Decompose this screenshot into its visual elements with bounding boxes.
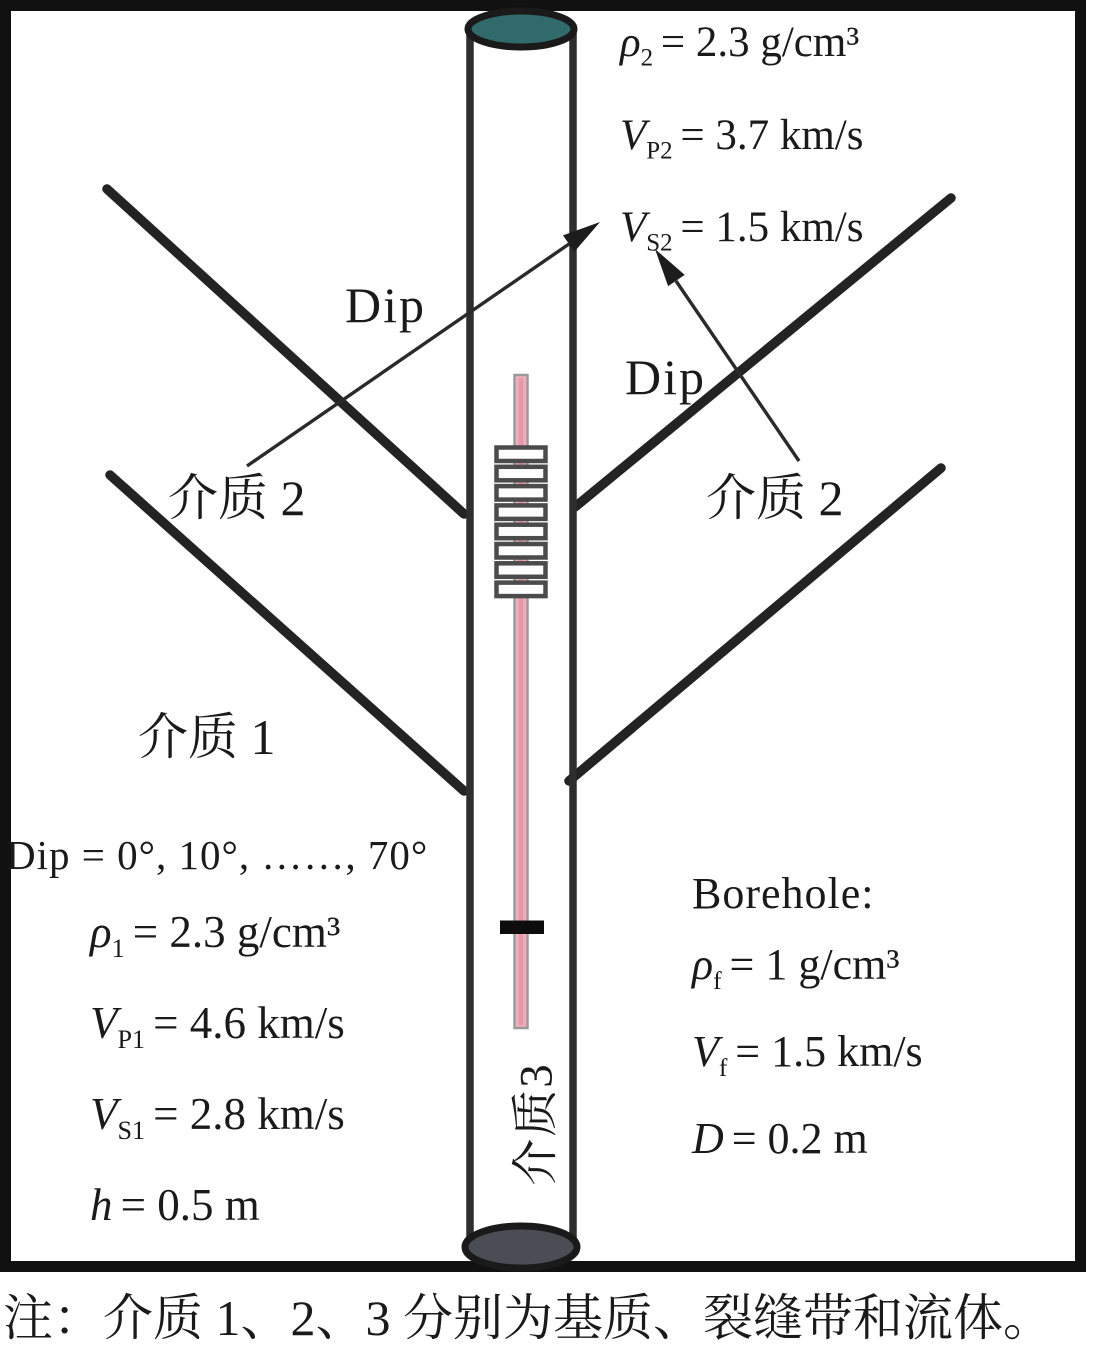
dip-label-left: Dip	[345, 277, 426, 333]
borehole-params-block	[692, 858, 923, 1189]
param-line-vp1	[90, 986, 345, 1077]
receiver-bar	[497, 486, 546, 500]
figure-footnote: 注：介质 1、2、3 分别为基质、裂缝带和流体。	[3, 1290, 1053, 1346]
param-line-rho1	[90, 895, 345, 986]
param-line-d	[692, 1103, 923, 1190]
borehole-bottom-cap	[465, 1226, 577, 1268]
param-symbol: D	[692, 1113, 724, 1163]
param-line-rho2	[620, 4, 864, 97]
param-subscript: f	[713, 965, 722, 995]
param-subscript: f	[718, 1052, 728, 1082]
param-subscript: S1	[117, 1116, 146, 1145]
param-value: = 2.3 g/cm³	[660, 19, 860, 66]
receiver-bar	[497, 525, 546, 539]
param-line-vf	[692, 1016, 923, 1103]
medium3-label: 介质3	[510, 1062, 563, 1186]
param-value: = 1.5 km/s	[680, 204, 864, 252]
param-symbol: h	[90, 1180, 113, 1230]
param-value: = 1.5 km/s	[735, 1026, 923, 1076]
param-symbol: ρ	[90, 907, 112, 957]
param-symbol: V	[692, 1026, 719, 1076]
param-symbol: V	[620, 204, 647, 252]
borehole-title: Borehole:	[692, 869, 875, 918]
param-value: = 3.7 km/s	[680, 111, 864, 159]
receiver-bar	[497, 583, 546, 597]
receiver-bar	[497, 448, 546, 462]
param-line-rhof	[692, 929, 923, 1016]
param-subscript: P2	[646, 137, 673, 165]
param-value: = 2.8 km/s	[153, 1089, 345, 1139]
param-line-vp2	[620, 97, 864, 190]
param-value: = 4.6 km/s	[153, 998, 345, 1048]
param-value: = 0.2 m	[731, 1113, 868, 1163]
param-symbol: V	[620, 111, 647, 159]
param-line-vs2	[620, 189, 864, 282]
borehole-top-cap	[468, 11, 574, 47]
medium2-label-right: 介质 2	[706, 470, 844, 526]
param-subscript: 1	[111, 934, 125, 963]
dip-label-right: Dip	[625, 349, 706, 405]
param-value: = 2.3 g/cm³	[132, 907, 341, 957]
param-value: = 0.5 m	[120, 1180, 260, 1230]
param-subscript: P1	[117, 1025, 146, 1054]
param-line-vs1	[90, 1077, 345, 1168]
param-symbol: ρ	[620, 19, 641, 66]
param-subscript: 2	[640, 44, 654, 72]
param-line-h	[90, 1168, 345, 1259]
param-symbol: V	[90, 1089, 118, 1139]
dip-arrowhead-left-icon	[563, 222, 600, 252]
param-symbol: V	[90, 998, 118, 1048]
param-value: = 1 g/cm³	[729, 940, 900, 989]
medium1-label: 介质 1	[138, 709, 276, 765]
dip-values-line: Dip = 0°, 10°, ……, 70°	[6, 832, 429, 878]
receiver-bar	[497, 467, 546, 481]
receiver-bar	[497, 544, 546, 558]
param-subscript: S2	[646, 229, 673, 257]
medium2-params-block	[620, 4, 864, 282]
param-symbol: ρ	[692, 940, 714, 989]
medium1-params-block	[90, 895, 345, 1259]
receiver-bar	[497, 505, 546, 519]
source-tick	[500, 921, 544, 935]
receiver-bar	[497, 563, 546, 577]
medium2-label-left: 介质 2	[168, 470, 306, 526]
